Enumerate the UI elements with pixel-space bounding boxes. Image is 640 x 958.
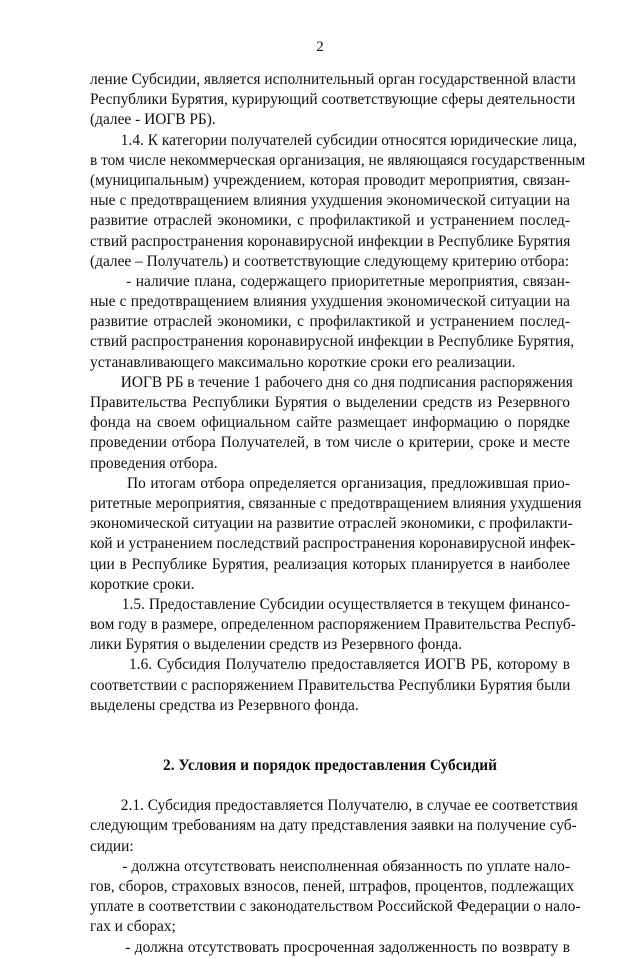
text-line: фонда на своем официальном сайте размещает информацию о порядке (90, 414, 570, 432)
text-line: гов, сборов, страховых взносов, пеней, штрафов, процентов, подлежащих (90, 877, 575, 895)
text-line: ные с предотвращением влияния ухудшения экономической ситуации на (90, 293, 570, 311)
text-line: в том числе некоммерческая организация, не являющаяся государственным (90, 151, 586, 169)
paragraph (90, 595, 576, 656)
text-line: - наличие плана, содержащего приоритетные мероприятия, связан- (90, 272, 570, 290)
text-line: (муниципальным) учреждением, которая проводит мероприятия, связан- (90, 171, 570, 189)
text-line: сидии: (90, 837, 134, 855)
text-line: ствий распространения коронавирусной инфекции в Республике Бурятия (90, 232, 571, 250)
text-line: ствий распространения коронавирусной инфекции в Республике Бурятия, (90, 333, 575, 351)
text-line: уплате в соответствии с законодательством Российской Федерации о нало- (90, 898, 581, 916)
paragraph (90, 796, 578, 857)
text-line: ции в Республике Бурятия, реализация которых планируется в наиболее (90, 555, 570, 573)
text-line: 1.5. Предоставление Субсидии осуществляется в текущем финансо- (90, 595, 570, 613)
text-line: ление Субсидии, является исполнительный орган государственной власти (90, 71, 576, 88)
paragraph (90, 131, 586, 272)
text-line: выделены средства из Резервного фонда. (90, 696, 359, 714)
text-line: кой и устранением последствий распространения коронавирусной инфек- (90, 535, 576, 553)
text-line: 1.6. Субсидия Получателю предоставляется ИОГВ РБ, которому в (90, 656, 570, 674)
text-line: лики Бурятия о выделении средств из Резервного фонда. (90, 636, 463, 654)
paragraph (90, 70, 576, 131)
paragraph (90, 655, 570, 716)
text-line: ИОГВ РБ в течение 1 рабочего дня со дня подписания распоряжения (90, 373, 573, 391)
text-line: развитие отраслей экономики, с профилактикой и устранением послед- (90, 212, 570, 230)
paragraph (90, 474, 582, 595)
text-line: устанавливающего максимально короткие сроки его реализации. (90, 353, 516, 371)
paragraph (90, 857, 581, 938)
text-line: ритетные мероприятия, связанные с предотвращением влияния ухудшения (90, 494, 582, 512)
text-line: 1.4. К категории получателей субсидии относятся юридические лица, (90, 131, 577, 149)
text-line: короткие сроки. (90, 575, 195, 593)
text-line: - должна отсутствовать неисполненная обязанность по уплате нало- (90, 857, 570, 875)
text-line: - должна отсутствовать просроченная задолженность по возврату в (90, 938, 570, 956)
text-line: следующим требованиям на дату представления заявки на получение суб- (90, 817, 577, 835)
document-body (90, 70, 586, 958)
section-2-body (90, 796, 581, 958)
text-line: проведении отбора Получателей, в том числе о критерии, сроке и месте (90, 434, 570, 452)
paragraph (90, 272, 575, 373)
text-line: ные с предотвращением влияния ухудшения экономической ситуации на (90, 192, 570, 210)
section-1-continuation (90, 70, 586, 716)
text-line: вом году в размере, определенном распоряжением Правительства Респуб- (90, 616, 576, 634)
text-line: По итогам отбора определяется организация, предложившая прио- (90, 474, 570, 492)
text-line: развитие отраслей экономики, с профилактикой и устранением послед- (90, 313, 570, 331)
section-heading: 2. Условия и порядок предоставления Субсидий (163, 757, 497, 774)
text-line: (далее - ИОГВ РБ). (90, 111, 216, 129)
paragraph (90, 373, 573, 474)
text-line: соответствии с распоряжением Правительства Республики Бурятия были (90, 676, 571, 694)
text-line: гах и сборах; (90, 918, 176, 936)
paragraph (90, 938, 570, 958)
text-line: проведения отбора. (90, 454, 218, 472)
text-line: (далее – Получатель) и соответствующие следующему критерию отбора: (90, 252, 569, 270)
section-heading-wrap (90, 756, 570, 776)
text-line: Республики Бурятия, курирующий соответствующие сферы деятельности (90, 91, 576, 109)
page-number: 2 (316, 39, 324, 55)
text-line: 2.1. Субсидия предоставляется Получателю, в случае ее соответствия (90, 797, 578, 815)
text-line: Правительства Республики Бурятия о выделении средств из Резервного (90, 394, 570, 411)
text-line: экономической ситуации на развитие отраслей экономики, с профилакти- (90, 515, 573, 533)
